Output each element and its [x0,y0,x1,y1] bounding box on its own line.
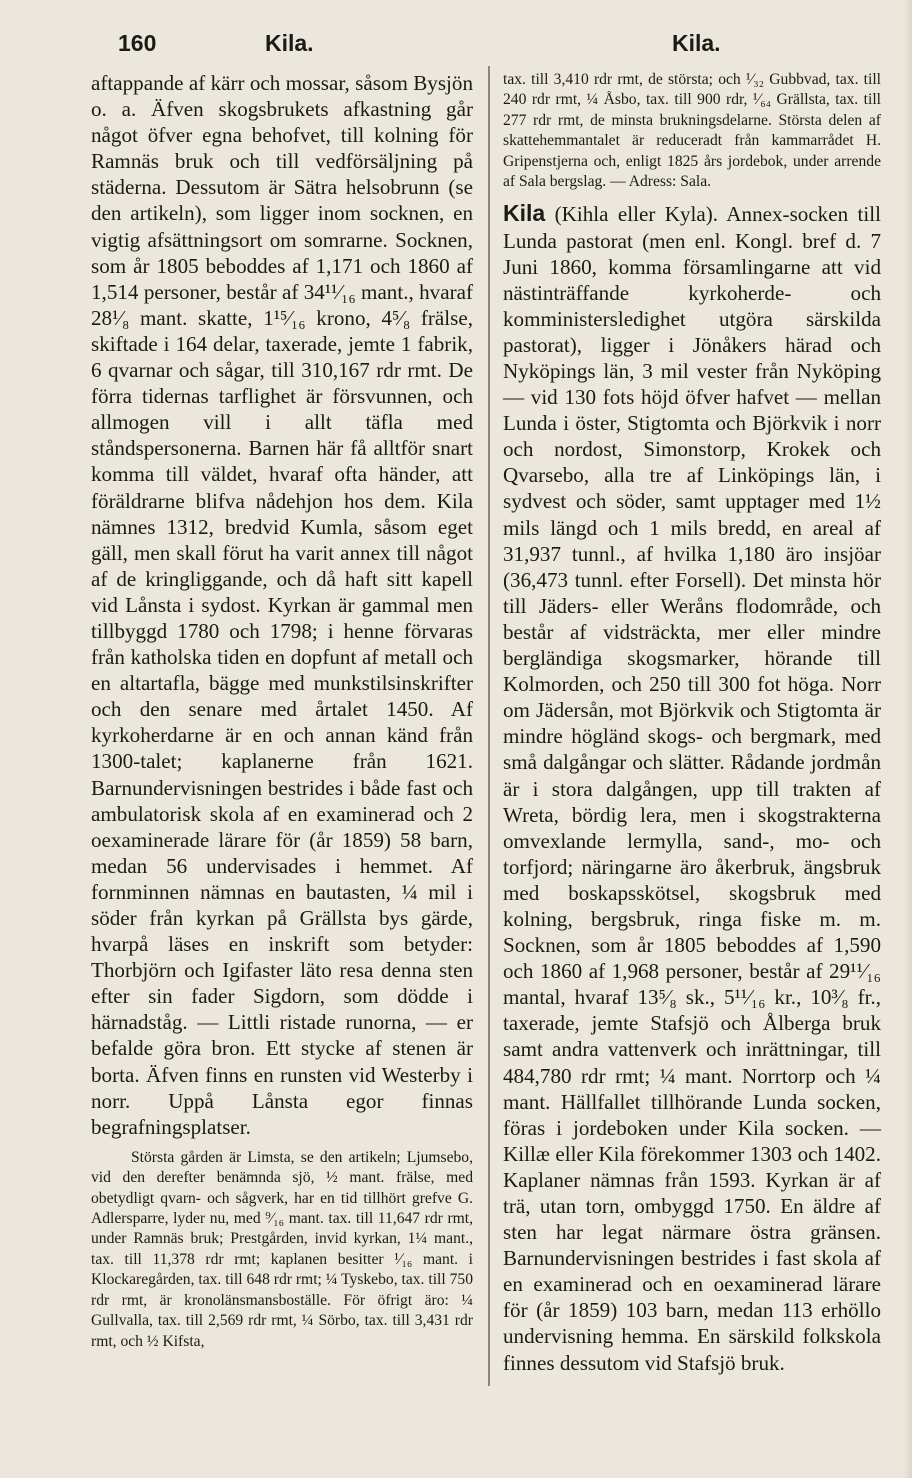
left-column [91,70,473,1352]
left-main-paragraph: aftappande af kärr och mossar, såsom Bysjön o. a. Äfven skogsbrukets afkastning går något öfver egna behofvet, till kolning för Ramnäs bruk och till vedförsäljning på städerna. Dessutom är Sätra helsobrunn (se den artikeln), som ligger inom socknen, en vigtig afsättningsort om somrarne. Socknen, som år 1805 beboddes af 1,171 och 1860 af 1,514 personer, består af 34¹¹⁄₁₆ mant., hvaraf 28¹⁄₈ mant. skatte, 1¹⁵⁄₁₆ krono, 4⁵⁄₈ frälse, skiftade i 164 delar, taxerade, jemte 1 fabrik, 6 qvarnar och sågar, till 310,167 rdr rmt. De förra tidernas tarflighet är försvunnen, och allmogen vill i allt täfla med ståndspersonerna. Barnen här få alltför snart komma till väldet, hvaraf ofta händer, att föräldrarne blifva nådehjon hos dem. Kila nämnes 1312, bredvid Kumla, såsom eget gäll, men skall förut ha varit annex till något af de kringliggande, och då haft sitt kapell vid Lånsta i sydost. Kyrkan är gammal men tillbyggd 1780 och 1798; i henne förvaras från katholska tiden en dopfunt af metall och en altartafla, bägge med munkstilsinskrifter och den senare med årtalet 1450. Af kyrkoherdarne är en och annan känd från 1300-talet; kaplanerne från 1621. Barnundervisningen bestrides i både fast och ambulatorisk skola af en examinerad och 2 oexaminerade lärare för (år 1859) 58 barn, medan 56 undervisades i hemmet. Af fornminnen nämnas en bautasten, ¼ mil i söder från kyrkan på Grällsta bys gärde, hvarpå läses en inskrift som betyder: Thorbjörn och Igifaster läto resa denna sten efter sin fader Sigdorn, som dödde i härnadståg. — Littli ristade runorna, — er befalde göra bron. Ett stycke af stenen är borta. Äfven finns en runsten vid Westerby i norr. Uppå Lånsta egor finnas begrafningsplatser. [91,71,473,1139]
right-small-paragraph: tax. till 3,410 rdr rmt, de största; och ¹⁄₃₂ Gubbvad, tax. till 240 rdr rmt, ¼ Åsbo, tax. till 900 rdr, ¹⁄₆₄ Grällsta, tax. till 277 rdr rmt, de minsta brukningsdelarne. Största delen af skattehemmantalet är reduceradt från kammarrådet H. Gripenstjerna och, enligt 1825 års jordebok, under arrende af Sala bergslag. — Adress: Sala. [503,71,881,191]
running-header [0,30,912,66]
column-divider [488,66,490,1386]
kila-entry [503,200,881,1375]
page-number: 160 [118,30,157,56]
left-small-paragraph: Största gården är Limsta, se den artikeln; Ljumsebo, vid den derefter benämnda sjö, ½ mant. frälse, med obetydligt qvarn- och sågverk, har en tid tillhört grefve G. Adlersparre, lyder nu, med ⁹⁄₁₆ mant. tax. till 11,647 rdr rmt, under Ramnäs bruk; Prestgården, invid kyrkan, 1¼ mant., tax. till 11,378 rdr rmt; kaplanen besitter ¹⁄₁₆ mant. i Klockaregården, tax. till 648 rdr rmt; ¼ Tyskebo, tax. till 750 rdr rmt, är kronolänsmansboställe. För öfrigt äro: ¼ Gullvalla, tax. till 2,569 rdr rmt, ¼ Sörbo, tax. till 3,431 rdr rmt, och ½ Kifsta, [91,1148,473,1350]
right-column [503,70,881,1376]
kila-entry-text: (Kihla eller Kyla). Annex-socken till Lunda pastorat (men enl. Kongl. bref d. 7 Juni 1860, komma församlingarne att vid nästinträffande kyrkoherde- och komministersledighet utgöra särskilda pastorat), ligger i Jönåkers härad och Nyköpings län, 3 mil vester från Nyköping — vid 130 fots höjd öfver hafvet — mellan Lunda i öster, Stigtomta och Björkvik i norr och nordost, Simonstorp, Krokek och Qvarsebo, alla tre af Linköpings län, i sydvest och söder, samt upptager med 1½ mils längd och 1 mils bredd, en areal af 31,937 tunnl., af hvilka 1,180 äro insjöar (36,473 tunnl. efter Forsell). Det minsta hör till Jäders- eller Weråns flodområde, och består af vidsträckta, mer eller mindre bergländiga skogsmarker, hörande till Kolmorden, och 250 till 300 fot höga. Norr om Jädersån, mot Björkvik och Stigtomta är mindre högländ skogs- och bergmark, med små dalgångar och slätter. Rådande jordmån är i stora dalgången, upp till trakten af Wreta, bördig lera, men i skogstrakterna omvexlande lermylla, sand-, mo- och torfjord; näringarne äro åkerbruk, ängsbruk med boskapsskötsel, skogsbruk med kolning, bergsbruk, ringa fiske m. m. Socknen, som år 1805 beboddes af 1,590 och 1860 af 1,968 personer, består af 29¹¹⁄₁₆ mantal, hvaraf 13⁵⁄₈ sk., 5¹¹⁄₁₆ kr., 10³⁄₈ fr., taxerade, jemte Stafsjö och Ålberga bruk samt andra vattenverk och inrättningar, till 484,780 rdr rmt; ¼ mant. Norrtorp och ¼ mant. Hällfallet tillhörande Lunda socken, föras i jordeboken under Kila socken. — Killæ eller Kila förekommer 1303 och 1402. Kaplaner nämnas från 1593. Kyrkan är af trä, utan torn, ombyggd 1750. En äldre af sten har legat närmare östra gränsen. Barnundervisningen bestrides i fast skola af en examinerad och en oexaminerad lärare för (år 1859) 103 barn, medan 113 erhöllo undervisning hemma. En särskild folkskola finnes dessutom vid Stafsjö bruk. [503,202,881,1375]
headword-left: Kila. [265,30,314,56]
entry-headword: Kila [503,200,546,227]
page-edge [904,0,912,1478]
headword-right: Kila. [672,30,721,56]
